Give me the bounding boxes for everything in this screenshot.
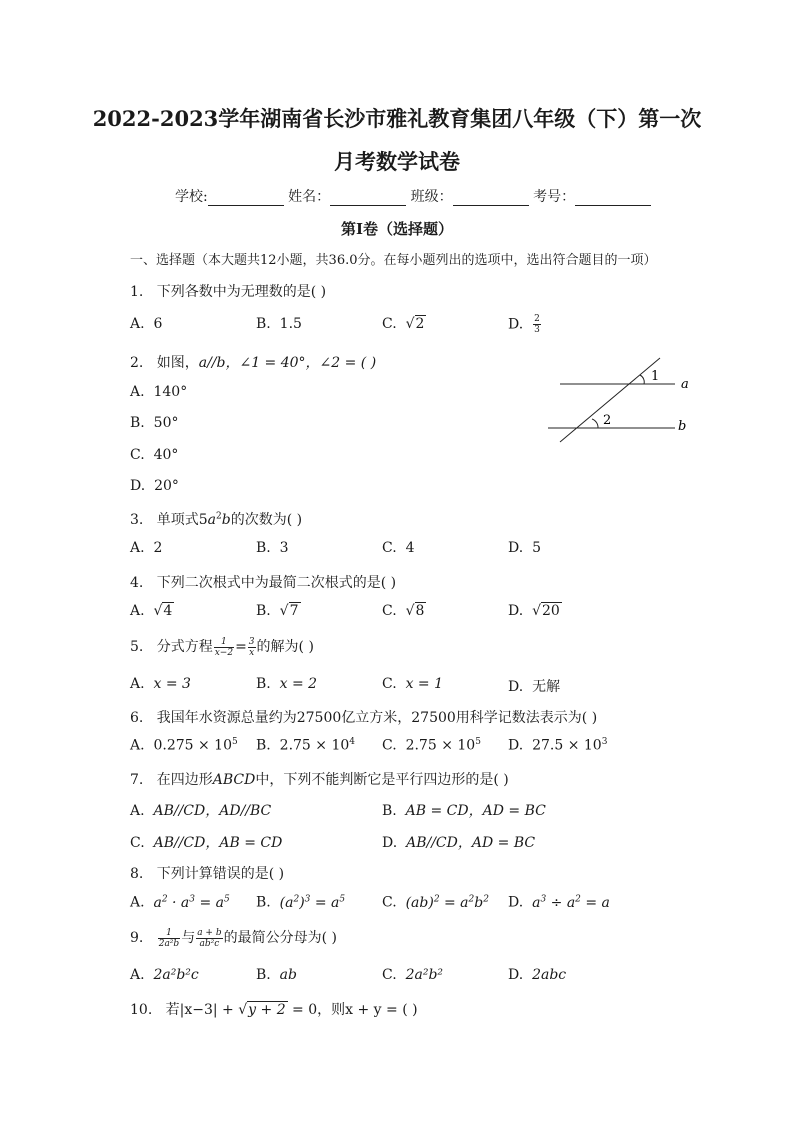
question-number: 8. (130, 866, 144, 882)
exam-no-blank[interactable] (575, 191, 651, 206)
option-value: AB = CD，AD = BC (405, 803, 546, 819)
name-label: 姓名： (288, 189, 331, 205)
q4-option-d[interactable]: D. √20 (508, 603, 560, 619)
sqrt-expression: √2 (405, 316, 425, 332)
option-value: 140° (153, 384, 188, 400)
question-stem-math: a//b，∠1 = 40°，∠2 = ( ) (198, 355, 377, 371)
student-info-line (175, 186, 651, 206)
fraction: $\frac{a + b}{\text{ab²c}}$ (197, 927, 222, 949)
question-9: 9. $\frac{1}{\text{2a²b}}$ 与 $\frac{a + b}{\text{ab²c}}$ 的最简公分母为( ) (130, 927, 337, 949)
q1-option-d[interactable]: D. $\frac{2}{3}$ (508, 314, 540, 335)
option-value: 50° (153, 415, 179, 431)
q9-option-b[interactable]: B. ab (256, 967, 297, 983)
option-value: AB//CD，AB = CD (153, 835, 283, 851)
fraction: $\frac{3}{x}$ (248, 636, 255, 658)
option-value: ab (279, 967, 297, 983)
q3-option-c[interactable]: C. 4 (382, 540, 415, 556)
question-stem: 下列计算错误的是( ) (156, 866, 285, 882)
q9-option-c[interactable]: C. 2a²b² (382, 967, 444, 983)
option-value: AB//CD，AD = BC (406, 835, 536, 851)
exam-no-label: 考号： (533, 189, 576, 205)
q5-option-c[interactable]: C. x = 1 (382, 676, 444, 692)
line-a-label: a (681, 377, 689, 392)
question-6 (130, 707, 597, 727)
angle-2-label: 2 (603, 413, 612, 428)
q9-option-d[interactable]: D. 2abc (508, 967, 567, 983)
q4-option-c[interactable]: C. √8 (382, 603, 425, 619)
q7-option-b[interactable]: B. AB = CD，AD = BC (382, 803, 546, 819)
option-value: x = 3 (153, 676, 191, 692)
sqrt-expression: √20 (532, 603, 560, 619)
angle-1-arc (640, 375, 644, 384)
fraction: $\frac{2}{3}$ (534, 314, 540, 335)
angle-2-arc (592, 419, 598, 428)
question-number: 10. (130, 1002, 153, 1018)
q7-option-c[interactable]: C. AB//CD，AB = CD (130, 835, 283, 851)
q7-option-a[interactable]: A. AB//CD，AD//BC (130, 803, 272, 819)
school-blank[interactable] (208, 191, 284, 206)
q2-option-d[interactable]: D. 20° (130, 478, 179, 494)
question-stem: 下列二次根式中为最简二次根式的是( ) (156, 575, 397, 591)
q6-option-d[interactable]: D. $27.5 \times 10^3$ (508, 737, 608, 754)
angle-1-label: 1 (651, 369, 660, 384)
option-value: 40° (153, 447, 179, 463)
q1-option-a[interactable]: A. 6 (130, 316, 163, 332)
question-stem: 我国年水资源总量约为27500亿立方米，27500用科学记数法表示为( ) (156, 710, 598, 726)
option-value: 3 (279, 540, 289, 556)
q6-option-a[interactable]: A. $0.275 \times 10^5$ (130, 737, 238, 754)
question-number: 4. (130, 575, 144, 591)
sqrt-expression: √4 (153, 603, 173, 619)
question-stem: 下列各数中为无理数的是( ) (156, 284, 327, 300)
q3-option-d[interactable]: D. 5 (508, 540, 542, 556)
question-number: 3. (130, 512, 144, 528)
q2-option-c[interactable]: C. 40° (130, 447, 179, 463)
fraction: $\frac{1}{\text{2a²b}}$ (158, 927, 180, 949)
class-blank[interactable] (453, 191, 529, 206)
question-10: 10. 若|x−3| + √y + 2 = 0，则x + y = ( ) (130, 1002, 418, 1018)
q3-option-a[interactable]: A. 2 (130, 540, 163, 556)
q6-option-c[interactable]: C. $2.75 \times 10^5$ (382, 737, 481, 754)
q8-option-a[interactable]: A. $a^2 \cdot a^3 = a^5$ (130, 894, 230, 911)
question-stem: 在四边形 (156, 772, 213, 788)
q5-option-b[interactable]: B. x = 2 (256, 676, 318, 692)
question-4 (130, 572, 396, 592)
question-stem: 若|x−3| + (165, 1002, 239, 1018)
question-stem: 分式方程 (156, 639, 213, 655)
q4-option-b[interactable]: B. √7 (256, 603, 299, 619)
q7-option-d[interactable]: D. AB//CD，AD = BC (382, 835, 536, 851)
q2-option-b[interactable]: B. 50° (130, 415, 179, 431)
transversal-line (560, 358, 660, 442)
q5-option-d[interactable]: D. 无解 (508, 679, 561, 695)
option-value: 2a²b² (405, 967, 444, 983)
question-number: 6. (130, 710, 144, 726)
section-heading: 第I卷（选择题） (340, 220, 454, 238)
option-value: x = 1 (405, 676, 444, 692)
question-5: 5. 分式方程 $\frac{1}{x-2}$ = $\frac{3}{x}$ 的解为( ) (130, 636, 314, 658)
option-value: 6 (153, 316, 163, 332)
school-label: 学校: (175, 189, 208, 205)
option-value: 无解 (532, 679, 561, 695)
q6-option-b[interactable]: B. $2.75 \times 10^4$ (256, 737, 356, 754)
option-value: 2a²b²c (153, 967, 199, 983)
option-value: 2abc (532, 967, 567, 983)
question-8 (130, 863, 284, 883)
question-stem: 如图， (156, 355, 199, 371)
q4-option-a[interactable]: A. √4 (130, 603, 173, 619)
question-number: 2. (130, 355, 144, 371)
question-2 (130, 352, 376, 372)
option-value: 1.5 (279, 316, 302, 332)
q5-option-a[interactable]: A. x = 3 (130, 676, 191, 692)
q9-option-a[interactable]: A. 2a²b²c (130, 967, 199, 983)
question-7: 7. 在四边形ABCD中，下列不能判断它是平行四边形的是( ) (130, 772, 509, 788)
q1-option-b[interactable]: B. 1.5 (256, 316, 302, 332)
question-number: 7. (130, 772, 144, 788)
q8-option-c[interactable]: C. $(ab)^2 = a^2b^2$ (382, 894, 489, 911)
section-instruction: 一、选择题（本大题共12小题，共36.0分。在每小题列出的选项中，选出符合题目的一项） (130, 253, 657, 268)
question-number: 1. (130, 284, 144, 300)
parallel-lines-figure (540, 352, 700, 448)
fraction: $\frac{1}{x-2}$ (214, 636, 234, 658)
option-value: 4 (405, 540, 415, 556)
q3-option-b[interactable]: B. 3 (256, 540, 289, 556)
question-1 (130, 281, 326, 301)
q8-option-d[interactable]: D. $a^3 \div a^2 = a$ (508, 894, 610, 911)
sqrt-expression: √7 (279, 603, 299, 619)
exam-title-line1: 2022-2023学年湖南省长沙市雅礼教育集团八年级（下）第一次 (92, 106, 702, 131)
q8-option-b[interactable]: B. $(a^2)^3 = a^5$ (256, 894, 346, 911)
class-label: 班级： (410, 189, 453, 205)
question-3: 3. 单项式$5a^2b$的次数为( ) (130, 511, 303, 528)
option-value: 20° (154, 478, 179, 494)
line-b-label: b (678, 419, 687, 434)
question-number: 5. (130, 639, 144, 655)
option-value: AB//CD，AD//BC (153, 803, 272, 819)
q2-option-a[interactable]: A. 140° (130, 384, 188, 400)
question-number: 9. (130, 930, 144, 946)
option-value: 2 (153, 540, 163, 556)
question-stem: 单项式5 (156, 512, 208, 528)
option-value: x = 2 (279, 676, 318, 692)
option-value: 5 (532, 540, 542, 556)
exam-title-line2: 月考数学试卷 (334, 149, 460, 174)
sqrt-expression: √y + 2 (238, 1002, 286, 1018)
q1-option-c[interactable]: C. √2 (382, 316, 425, 332)
name-blank[interactable] (330, 191, 406, 206)
sqrt-expression: √8 (405, 603, 425, 619)
